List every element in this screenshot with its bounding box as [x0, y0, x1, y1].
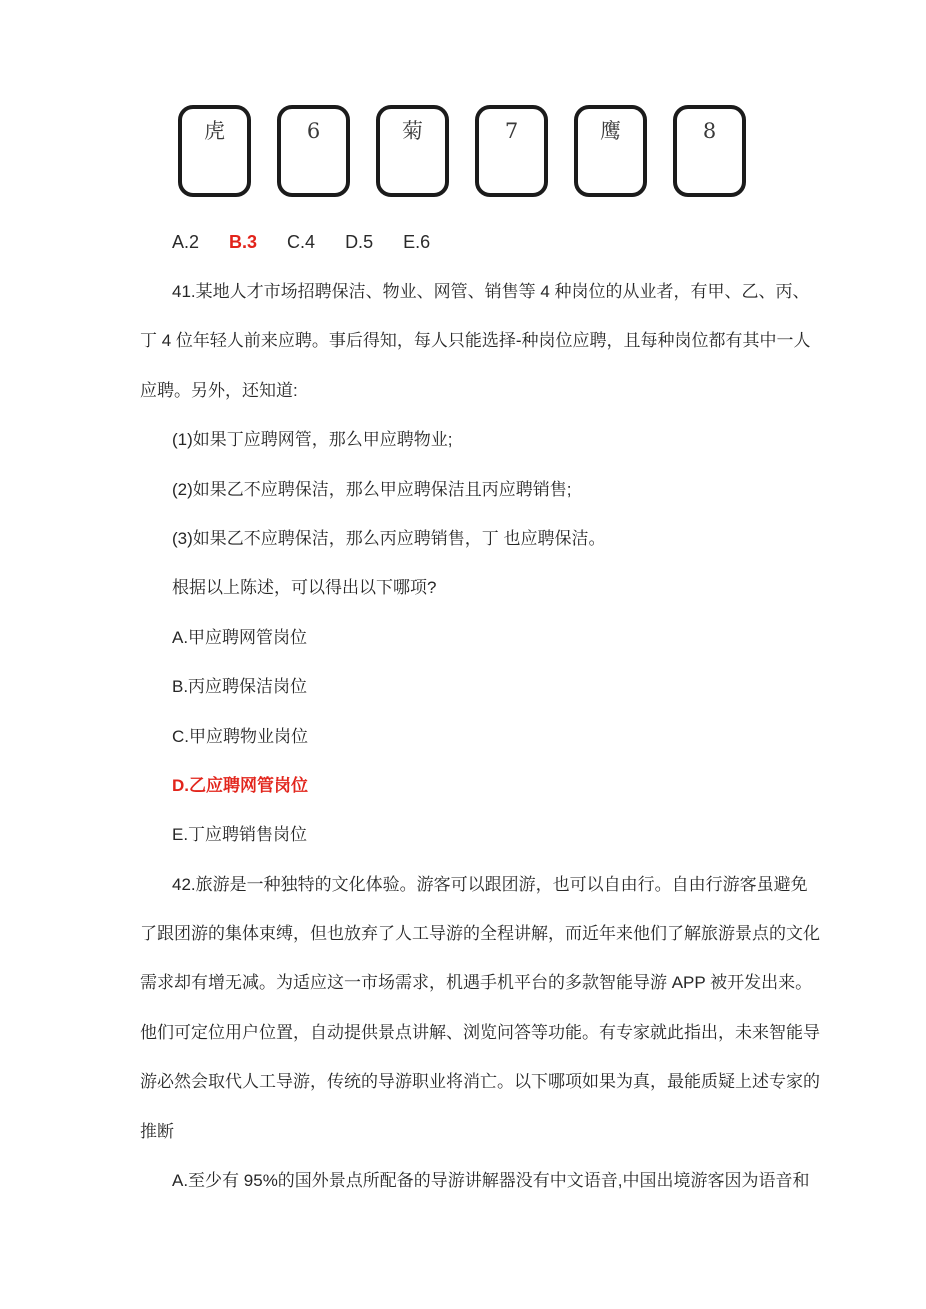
- q41-condition-3: (3)如果乙不应聘保洁，那么丙应聘销售，丁 也应聘保洁。: [172, 528, 606, 548]
- tile-card: [277, 105, 350, 197]
- figure-answer-options: [172, 231, 430, 253]
- tile-card-label: 7: [504, 119, 519, 143]
- q41-option-e: E.丁应聘销售岗位: [172, 825, 308, 845]
- q41-option-a: A.甲应聘网管岗位: [172, 627, 308, 647]
- tile-card-label: 菊: [402, 119, 423, 143]
- figure-option-e: E.6: [403, 232, 431, 252]
- q42-text-line-4: 他们可定位用户位置，自动提供景点讲解、浏览问答等功能。有专家就此指出，未来智能导: [140, 1022, 820, 1042]
- q41-text-line-3: 应聘。另外，还知道:: [140, 380, 298, 400]
- tile-card-label: 虎: [204, 119, 225, 143]
- tile-card: [574, 105, 647, 197]
- tile-card-label: 6: [306, 119, 321, 143]
- figure-option-b-highlighted: B.3: [229, 232, 258, 252]
- q41-question-prompt: 根据以上陈述，可以得出以下哪项?: [172, 578, 437, 598]
- q41-text-line-1: 41.某地人才市场招聘保洁、物业、网管、销售等 4 种岗位的从业者，有甲、乙、丙、: [172, 282, 810, 301]
- tile-figure: [178, 105, 746, 197]
- figure-option-c: C.4: [287, 232, 316, 252]
- q41-option-c: C.甲应聘物业岗位: [172, 726, 308, 746]
- tile-card-label: 8: [702, 119, 717, 143]
- q41-text-line-2: 丁 4 位年轻人前来应聘。事后得知，每人只能选择-种岗位应聘，且每种岗位都有其中一人: [140, 331, 811, 351]
- q42-text-line-1: 42.旅游是一种独特的文化体验。游客可以跟团游，也可以自由行。自由行游客虽避免: [172, 874, 808, 894]
- q41-condition-2: (2)如果乙不应聘保洁，那么甲应聘保洁且丙应聘销售;: [172, 479, 572, 499]
- tile-card: [376, 105, 449, 197]
- figure-option-a: A.2: [172, 232, 200, 252]
- tile-card: [673, 105, 746, 197]
- q42-option-a-line: A.至少有 95%的国外景点所配备的导游讲解器没有中文语音,中国出境游客因为语音和: [172, 1171, 810, 1191]
- q41-condition-1: (1)如果丁应聘网管，那么甲应聘物业;: [172, 430, 453, 450]
- q42-text-line-3: 需求却有增无减。为适应这一市场需求，机遇手机平台的多款智能导游 APP 被开发出来。: [140, 973, 813, 993]
- tile-card: [178, 105, 251, 197]
- q41-option-b: B.丙应聘保洁岗位: [172, 677, 308, 697]
- q42-text-line-2: 了跟团游的集体束缚，但也放弃了人工导游的全程讲解，而近年来他们了解旅游景点的文化: [140, 924, 820, 944]
- q41-option-d-highlighted: D.乙应聘网管岗位: [172, 775, 308, 795]
- tile-card: [475, 105, 548, 197]
- q42-text-line-5: 游必然会取代人工导游，传统的导游职业将消亡。以下哪项如果为真，最能质疑上述专家的: [140, 1072, 820, 1092]
- q42-text-line-6: 推断: [140, 1121, 174, 1141]
- tile-card-label: 鹰: [600, 119, 621, 143]
- figure-option-d: D.5: [345, 232, 374, 252]
- document-body: [140, 267, 820, 1205]
